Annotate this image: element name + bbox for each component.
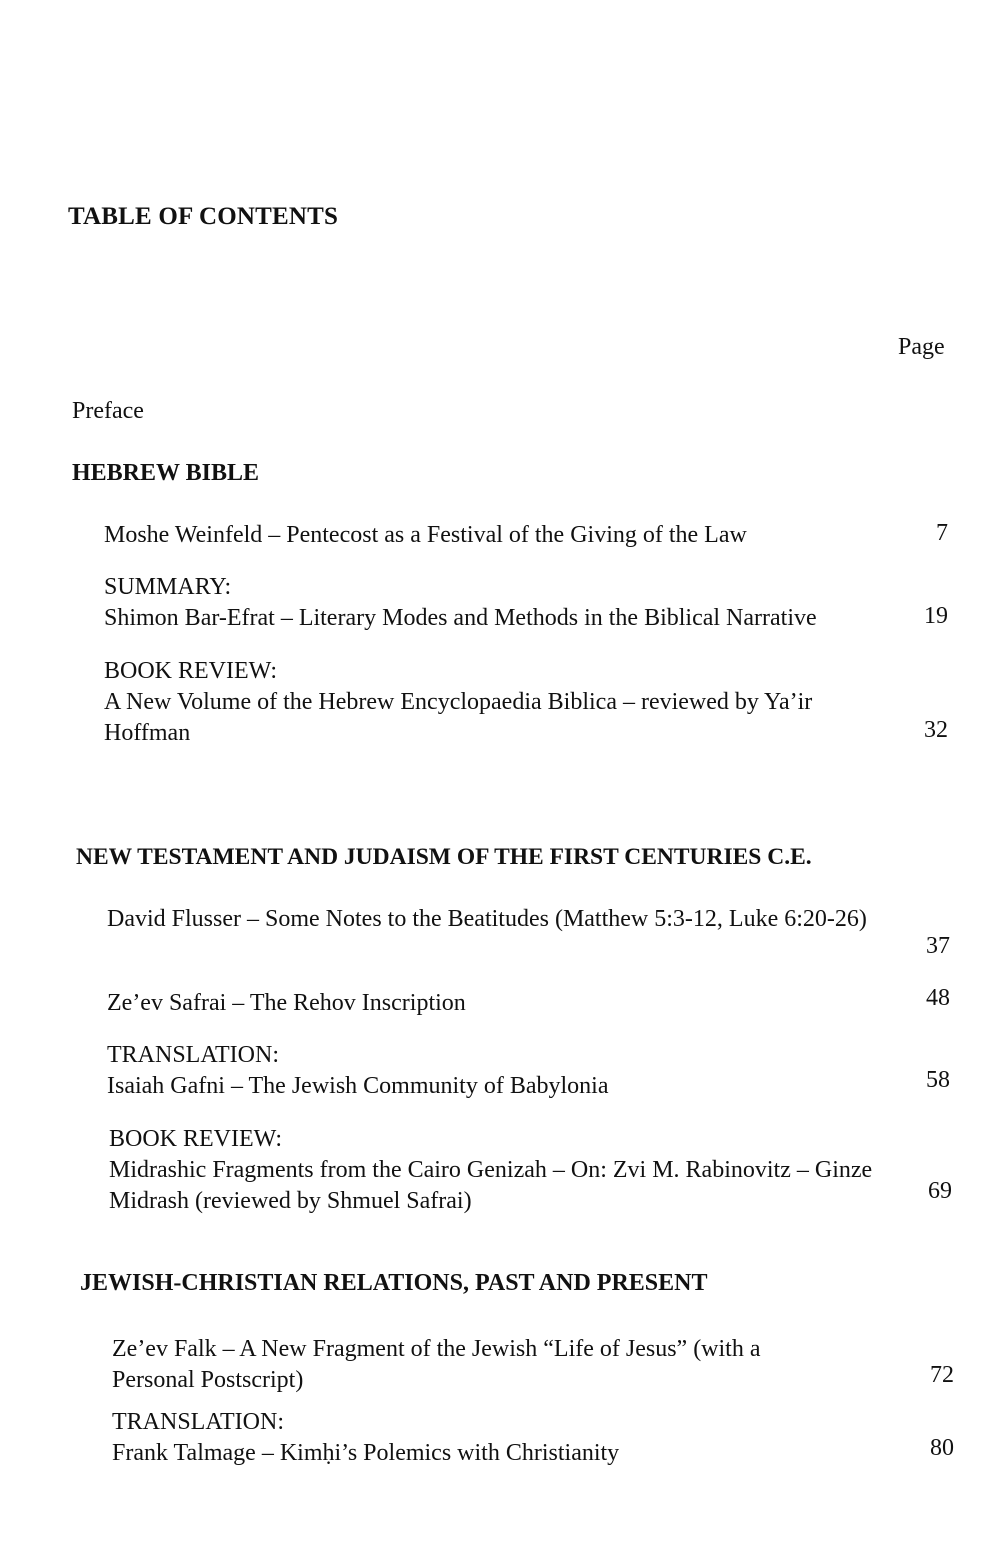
page-number: 72	[930, 1362, 954, 1388]
preface-entry: Preface	[72, 398, 144, 424]
page-number: 58	[926, 1067, 950, 1093]
toc-entry	[112, 1407, 872, 1469]
page-title: TABLE OF CONTENTS	[68, 203, 339, 230]
toc-entry	[104, 520, 884, 551]
page-column-label: Page	[898, 334, 945, 360]
entry-text: Frank Talmage – Kimḥi’s Polemics with Christianity	[112, 1440, 620, 1466]
entry-text: Ze’ev Safrai – The Rehov Inscription	[107, 990, 466, 1016]
entry-text: A New Volume of the Hebrew Encyclopaedia Biblica – reviewed by Ya’ir Hoffman	[104, 689, 813, 746]
entry-label: BOOK REVIEW:	[109, 1126, 283, 1152]
page-number: 80	[930, 1435, 954, 1461]
entry-text: David Flusser – Some Notes to the Beatitudes (Matthew 5:3-12, Luke 6:20-26)	[107, 906, 867, 932]
toc-entry	[107, 1040, 867, 1102]
toc-entry	[109, 1124, 879, 1217]
page-number: 48	[926, 985, 950, 1011]
toc-entry	[104, 656, 894, 749]
entry-text: Ze’ev Falk – A New Fragment of the Jewish “Life of Jesus” (with a Personal Postscript)	[112, 1336, 761, 1393]
toc-entry	[112, 1334, 842, 1396]
toc-entry	[107, 988, 867, 1019]
entry-label: TRANSLATION:	[112, 1409, 284, 1435]
page-number: 69	[928, 1178, 952, 1204]
page-number: 19	[924, 603, 948, 629]
entry-label: TRANSLATION:	[107, 1042, 279, 1068]
entry-text: Midrashic Fragments from the Cairo Genizah – On: Zvi M. Rabinovitz – Ginze Midrash (reviewed by Shmuel Safrai)	[109, 1157, 873, 1214]
toc-entry	[107, 904, 867, 935]
entry-text: Isaiah Gafni – The Jewish Community of Babylonia	[107, 1073, 609, 1099]
toc-entry	[104, 572, 904, 634]
page-number: 7	[936, 520, 948, 546]
section-heading-jewish-christian: JEWISH-CHRISTIAN RELATIONS, PAST AND PRESENT	[80, 1270, 708, 1296]
entry-text: Moshe Weinfeld – Pentecost as a Festival of the Giving of the Law	[104, 522, 747, 548]
entry-label: BOOK REVIEW:	[104, 658, 278, 684]
section-heading-new-testament: NEW TESTAMENT AND JUDAISM OF THE FIRST CENTURIES C.E.	[76, 844, 812, 870]
page-number: 37	[926, 933, 950, 959]
page-number: 32	[924, 717, 948, 743]
entry-text: Shimon Bar-Efrat – Literary Modes and Methods in the Biblical Narrative	[104, 605, 817, 631]
entry-label: SUMMARY:	[104, 574, 232, 600]
section-heading-hebrew-bible: HEBREW BIBLE	[72, 460, 259, 486]
